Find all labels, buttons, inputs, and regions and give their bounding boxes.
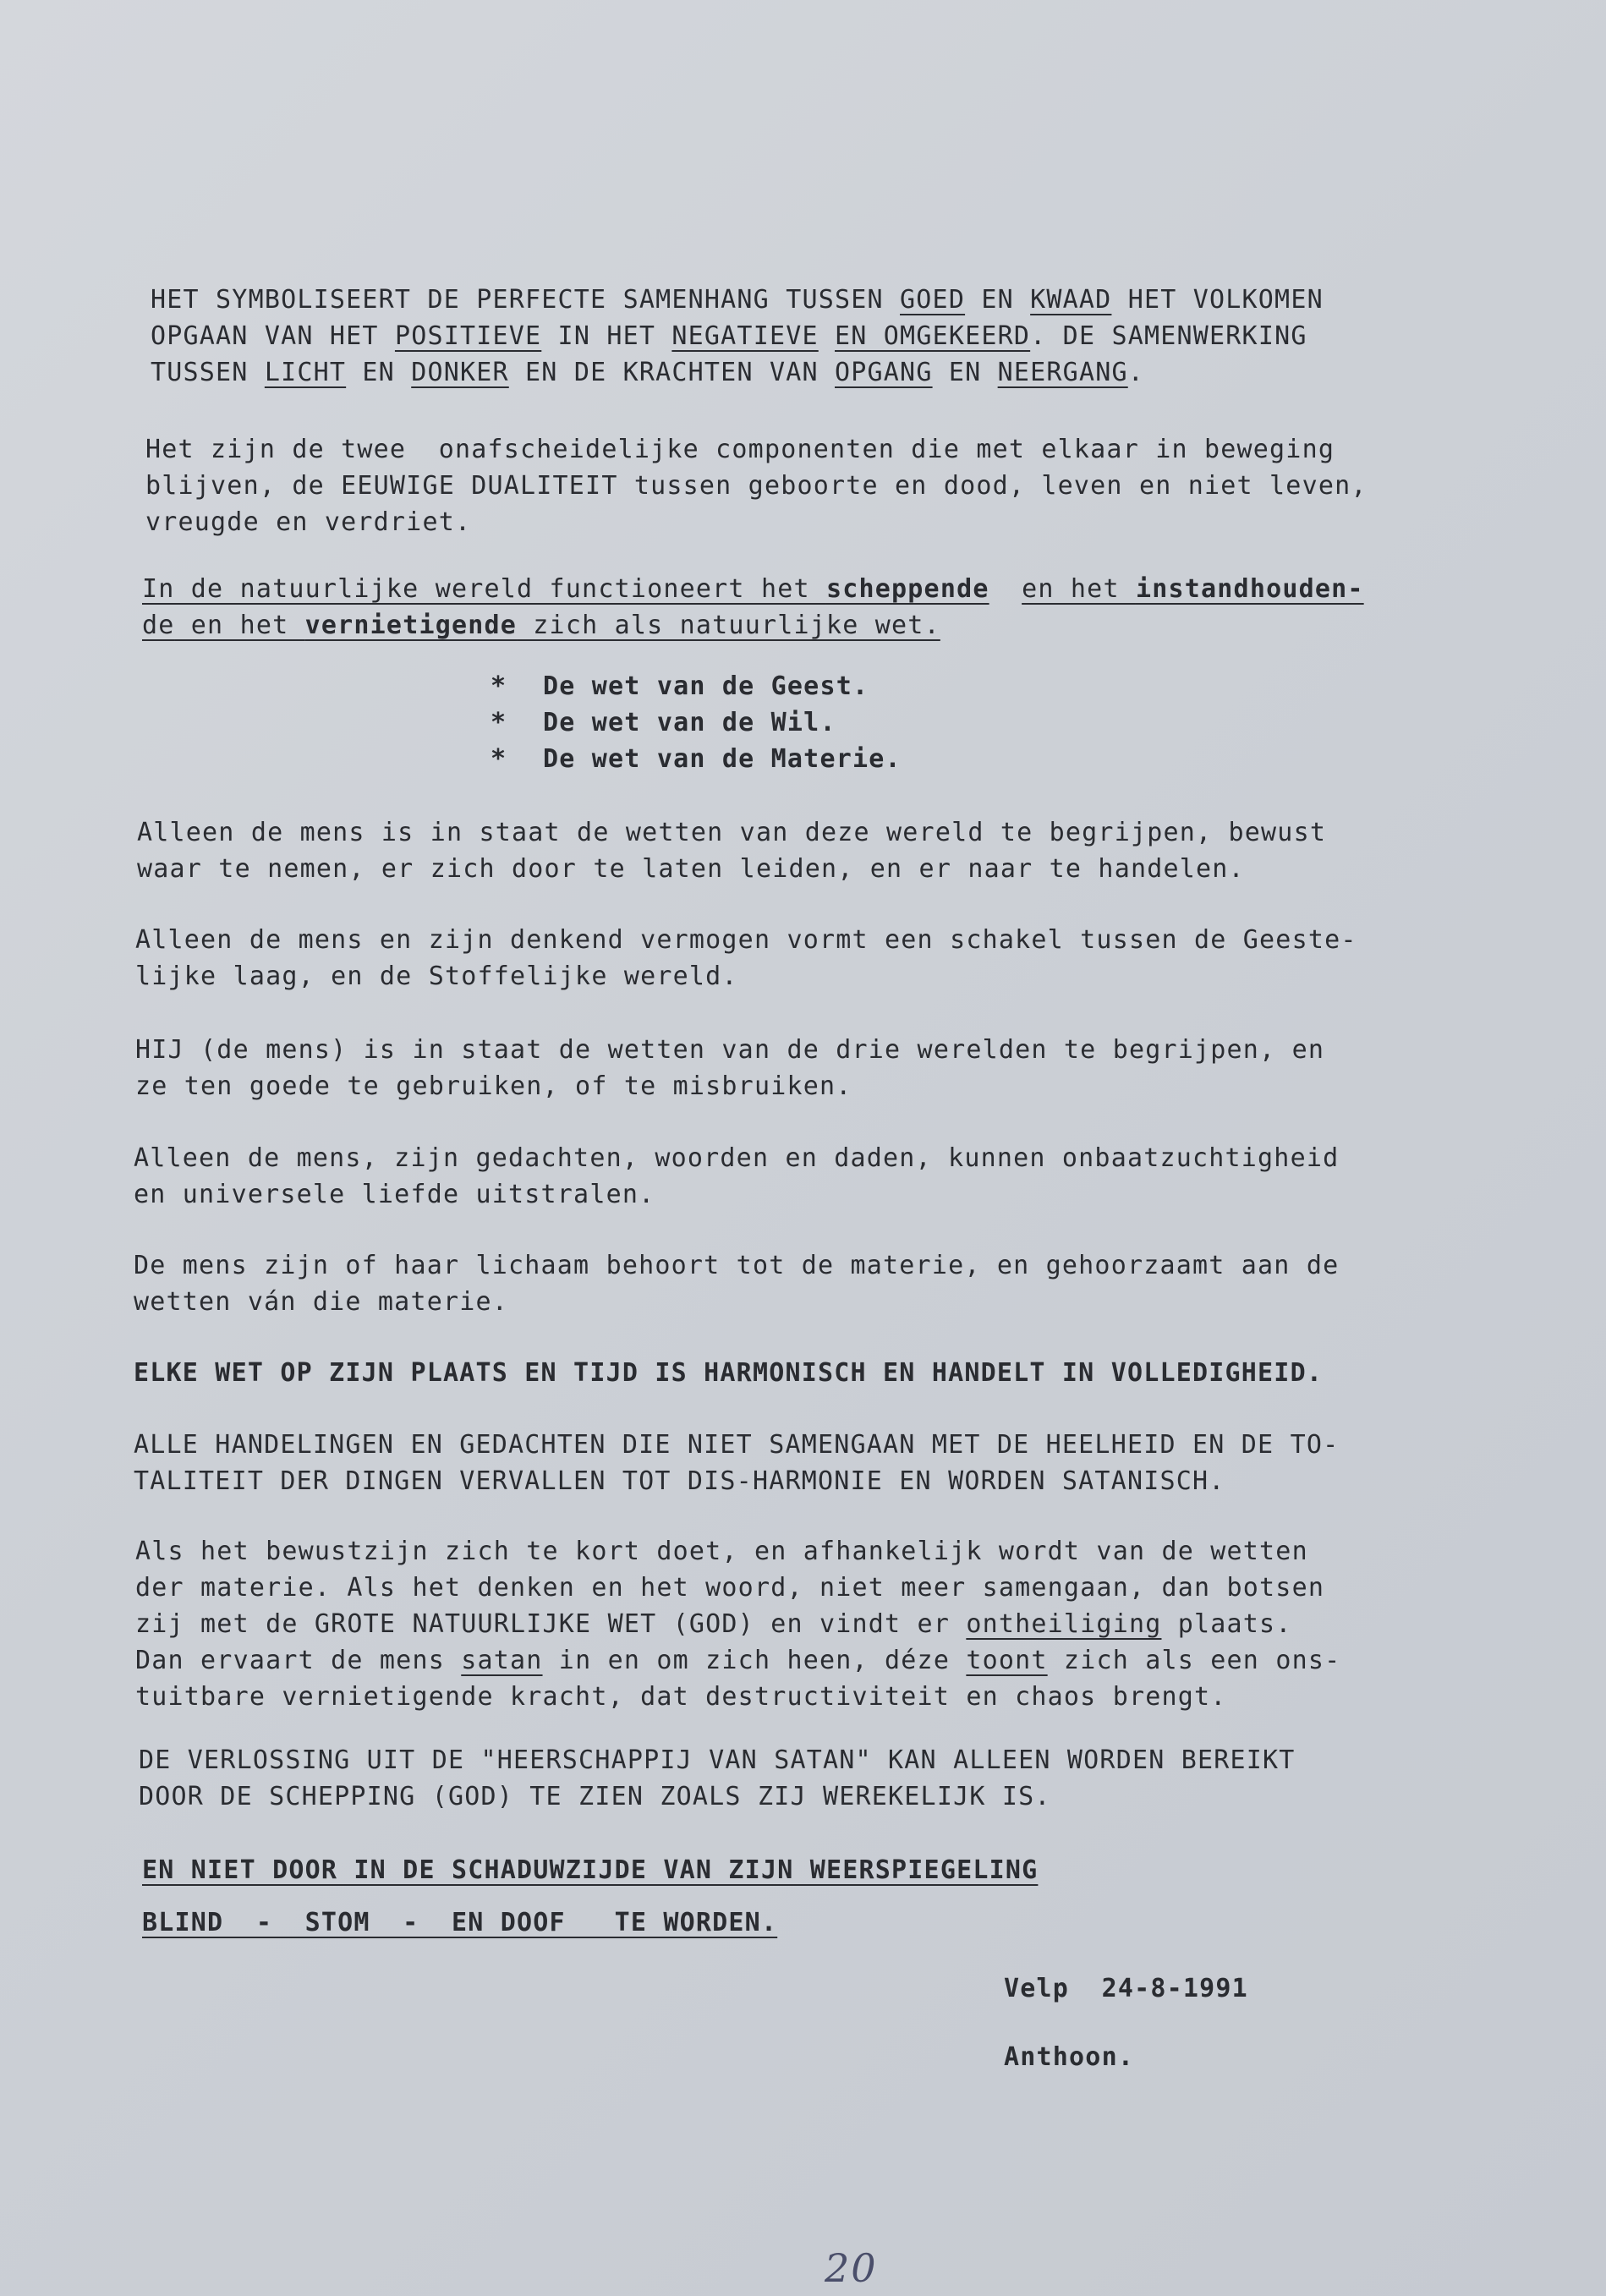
list-item: * De wet van de Materie.: [491, 741, 902, 777]
text-line: OPGAAN VAN HET POSITIEVE IN HET NEGATIEVE EN OMGEKEERD. DE SAMENWERKING: [151, 321, 1307, 351]
text-line: HIJ (de mens) is in staat de wetten van de drie werelden te begrijpen, en: [135, 1035, 1325, 1065]
underlined-word: ontheiliging: [966, 1609, 1162, 1639]
text-line: waar te nemen, er zich door te laten leiden, en er naar te handelen.: [137, 854, 1245, 884]
paragraph-harmony-statement: [134, 1355, 1323, 1391]
underlined-word: NEERGANG: [997, 358, 1128, 387]
text-line: wetten ván die materie.: [134, 1287, 509, 1317]
bold-word: vernietigende: [304, 611, 518, 640]
text-line: der materie. Als het denken en het woord, niet meer samengaan, dan botsen: [135, 1573, 1325, 1603]
text-line: tuitbare vernietigende kracht, dat destructiviteit en chaos brengt.: [135, 1682, 1227, 1712]
underlined-word: LICHT: [264, 358, 347, 387]
text-line: DOOR DE SCHEPPING (GOD) TE ZIEN ZOALS ZIJ WEREKELIJK IS.: [139, 1782, 1051, 1811]
underlined-word: NEGATIEVE: [671, 321, 819, 351]
text-line: DE VERLOSSING UIT DE "HEERSCHAPPIJ VAN SATAN" KAN ALLEEN WORDEN BEREIKT: [139, 1745, 1296, 1775]
paragraph-blind-mute-deaf: [142, 1904, 777, 1941]
list-item: * De wet van de Wil.: [491, 704, 902, 741]
author-name: Anthoon.: [1004, 2042, 1135, 2072]
text-line: ELKE WET OP ZIJN PLAATS EN TIJD IS HARMONISCH EN HANDELT IN VOLLEDIGHEID.: [134, 1358, 1324, 1388]
place-date: Velp 24-8-1991: [1004, 1974, 1248, 2003]
text-line: Het zijn de twee onafscheidelijke componenten die met elkaar in beweging: [145, 435, 1335, 464]
paragraph-redemption: [139, 1742, 1296, 1815]
text-line: TUSSEN LICHT EN DONKER EN DE KRACHTEN VAN OPGANG EN NEERGANG.: [151, 358, 1144, 387]
text-line: blijven, de EEUWIGE DUALITEIT tussen geboorte en dood, leven en niet leven,: [145, 471, 1368, 501]
paragraph-natural-world: [142, 571, 1364, 644]
paragraph-universal-love: [134, 1140, 1339, 1213]
underlined-word: POSITIEVE: [394, 321, 542, 351]
text-line: TALITEIT DER DINGEN VERVALLEN TOT DIS-HARMONIE EN WORDEN SATANISCH.: [134, 1466, 1225, 1496]
underlined-word: satan: [461, 1646, 543, 1675]
text-line: ze ten goede te gebruiken, of te misbruiken.: [135, 1071, 852, 1101]
text-line: Dan ervaart de mens satan in en om zich heen, déze toont zich als een ons-: [135, 1646, 1341, 1675]
laws-list: [491, 668, 902, 777]
list-item: * De wet van de Geest.: [491, 668, 902, 704]
underlined-word: toont: [966, 1646, 1048, 1675]
text-line: Als het bewustzijn zich te kort doet, en afhankelijk wordt van de wetten: [135, 1537, 1308, 1566]
asterisk-bullet-icon: *: [491, 744, 507, 774]
text-line: Alleen de mens, zijn gedachten, woorden en daden, kunnen onbaatzuchtigheid: [134, 1143, 1340, 1173]
text-line: de en het vernietigende zich als natuurlijke wet.: [142, 611, 940, 640]
underlined-word: EN OMGEKEERD: [835, 321, 1031, 351]
text-line: Alleen de mens en zijn denkend vermogen vormt een schakel tussen de Geeste-: [135, 925, 1357, 955]
text-line: zij met de GROTE NATUURLIJKE WET (GOD) en vindt er ontheiliging plaats.: [135, 1609, 1292, 1639]
paragraph-human-link: [135, 922, 1357, 995]
underlined-word: DONKER: [411, 358, 509, 387]
text-line: ALLE HANDELINGEN EN GEDACHTEN DIE NIET SAMENGAAN MET DE HEELHEID EN DE TO-: [134, 1430, 1340, 1460]
text-line: Alleen de mens is in staat de wetten van deze wereld te begrijpen, bewust: [137, 818, 1327, 847]
paragraph-human-understanding: [137, 814, 1326, 887]
paragraph-components: [145, 431, 1368, 540]
underlined-word: OPGANG: [835, 358, 933, 387]
paragraph-body-matter: [134, 1247, 1339, 1320]
paragraph-shadow-side: [142, 1852, 1038, 1888]
paragraph-duality-symbol: [151, 282, 1324, 391]
paragraph-three-worlds: [135, 1032, 1324, 1104]
bold-word: scheppende: [825, 574, 989, 604]
page-number: 20: [825, 2245, 878, 2291]
text-line: EN NIET DOOR IN DE SCHADUWZIJDE VAN ZIJN WEERSPIEGELING: [142, 1855, 1039, 1885]
signature-block: [1004, 1970, 1248, 2075]
paragraph-consciousness: [135, 1533, 1340, 1715]
asterisk-bullet-icon: *: [491, 708, 507, 737]
text-line: vreugde en verdriet.: [145, 507, 472, 537]
text-line: In de natuurlijke wereld functioneert het scheppende en het instandhouden-: [142, 574, 1364, 604]
underlined-word: KWAAD: [1030, 285, 1112, 315]
asterisk-bullet-icon: *: [491, 671, 507, 701]
underlined-word: GOED: [900, 285, 966, 315]
text-line: BLIND - STOM - EN DOOF TE WORDEN.: [142, 1908, 778, 1937]
text-line: De mens zijn of haar lichaam behoort tot de materie, en gehoorzaamt aan de: [134, 1251, 1340, 1280]
bold-word: instandhouden-: [1135, 574, 1364, 604]
text-line: HET SYMBOLISEERT DE PERFECTE SAMENHANG TUSSEN GOED EN KWAAD HET VOLKOMEN: [151, 285, 1324, 315]
text-line: lijke laag, en de Stoffelijke wereld.: [135, 962, 738, 991]
text-line: en universele liefde uitstralen.: [134, 1180, 655, 1209]
paragraph-disharmony: [134, 1427, 1339, 1499]
